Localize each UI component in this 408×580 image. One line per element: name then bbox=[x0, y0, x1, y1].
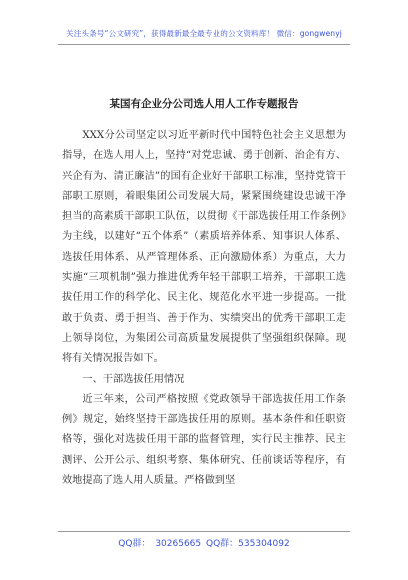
body-paragraph-section-1: 近三年来，公司严格按照《党政领导干部选拔任用工作条例》规定，始终坚持干部选拔任用的原则。基本条件和任职资格等，强化对选拔任用干部的监督管理，实行民主推荐、民主测评、公开公示、组织考察、集体研究、任前谈话等程序，有效地提高了选人用人质量。严格做到坚 bbox=[62, 393, 346, 487]
document-title: 某国有企业分公司选人用人工作专题报告 bbox=[109, 98, 299, 110]
footer-qq-note: QQ群： 30265665 QQ群：535304092 bbox=[118, 539, 290, 549]
section-heading: 一、干部选拔任用情况 bbox=[82, 373, 185, 385]
header-promo-note: 关注头条号“公文研究”，获得最新最全最专业的公文资料库！ 微信：gongwenyj bbox=[66, 29, 342, 38]
header-divider bbox=[58, 44, 350, 45]
document-body bbox=[62, 126, 346, 491]
body-paragraph-intro: XXX分公司坚定以习近平新时代中国特色社会主义思想为指导，在选人用人上，坚持“对党忠诚、勇于创新、治企有方、兴企有为、清正廉洁”的国有企业好干部职工标准，坚持党管干部职工原则，着眼集团公司发展大局，紧紧围绕建设忠诚干净担当的高素质干部职工队伍，以贯彻《干部选拔任用工作条例》为主线，以建好“五个体系”（素质培养体系、知事识人体系、选拔任用体系、从严管理体系、正向激励体系）为重点，大力实施“三项机制”强力推进优秀年轻干部职工培养，干部职工选拔任用工作的科学化、民主化、规范化水平进一步提高。一批敢于负责、勇于担当、善于作为、实绩突出的优秀干部职工走上领导岗位，为集团公司高质量发展提供了坚强组织保障。现将有关情况报告如下。 bbox=[62, 130, 346, 365]
footer-divider bbox=[58, 531, 350, 532]
